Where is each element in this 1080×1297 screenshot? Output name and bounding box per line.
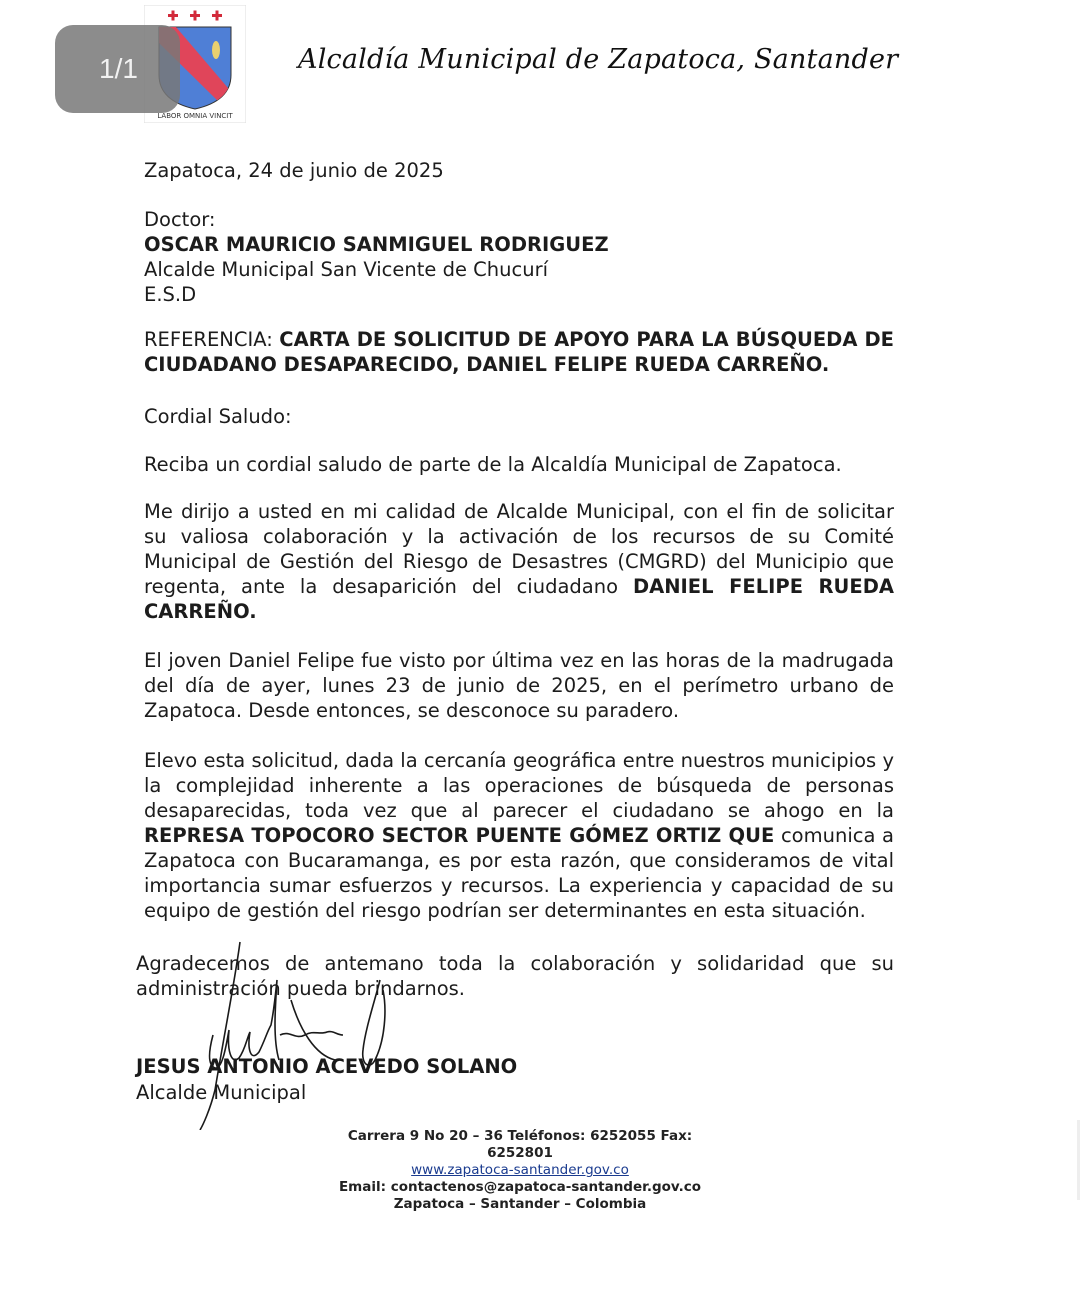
footer-address: Carrera 9 No 20 – 36 Teléfonos: 6252055 Fax: 6252801 bbox=[347, 1128, 693, 1161]
paragraph-1: Reciba un cordial saludo de parte de la Alcaldía Municipal de Zapatoca. bbox=[144, 453, 842, 476]
reference-text: CARTA DE SOLICITUD DE APOYO PARA LA BÚSQUEDA DE CIUDADANO DESAPARECIDO, DANIEL FELIPE RUEDA CARREÑO. bbox=[144, 328, 895, 376]
greeting: Cordial Saludo: bbox=[144, 405, 292, 428]
svg-text:LABOR OMNIA VINCIT: LABOR OMNIA VINCIT bbox=[157, 112, 233, 120]
recipient-salutation: Doctor: bbox=[144, 208, 216, 231]
signer-position: Alcalde Municipal bbox=[136, 1081, 307, 1104]
signer-block bbox=[136, 1054, 517, 1106]
reference-block bbox=[144, 327, 894, 377]
recipient-esd: E.S.D bbox=[144, 283, 197, 306]
paragraph-4 bbox=[144, 748, 894, 923]
recipient-position: Alcalde Municipal San Vicente de Chucurí bbox=[144, 258, 549, 281]
paragraph-3: El joven Daniel Felipe fue visto por última vez en las horas de la madrugada del día de ayer, lunes 23 de junio de 2025, en el perímetro urbano de Zapatoca. Desde entonces, se desconoce su paradero. bbox=[144, 649, 894, 722]
page-counter-badge bbox=[55, 25, 180, 113]
footer-email: Email: contactenos@zapatoca-santander.gov.co bbox=[338, 1179, 702, 1195]
location-highlight: REPRESA TOPOCORO SECTOR PUENTE GÓMEZ ORTIZ QUE bbox=[144, 824, 775, 847]
footer-website-link[interactable]: www.zapatoca-santander.gov.co bbox=[411, 1162, 629, 1178]
paragraph-2-text: Me dirijo a usted en mi calidad de Alcalde Municipal, con el fin de solicitar su valiosa colaboración y la activación de los recursos de su Comité Municipal de Gestión del Riesgo de Desastres (CMGRD) del Municipio que regenta, ante la desaparición del ciudadano bbox=[144, 500, 894, 598]
recipient-name: OSCAR MAURICIO SANMIGUEL RODRIGUEZ bbox=[144, 233, 609, 256]
signer-name: JESUS ANTONIO ACEVEDO SOLANO bbox=[136, 1055, 518, 1078]
paragraph-5: Agradecemos de antemano toda la colaboración y solidaridad que su administración pueda brindarnos. bbox=[136, 952, 894, 1000]
paragraph-4-text-b: comunica a Zapatoca con Bucaramanga, es por esta razón, que consideramos de vital importancia sumar esfuerzos y recursos. La experiencia y capacidad de su equipo de gestión del riesgo podrían ser determinantes en esta situación. bbox=[144, 824, 895, 922]
footer-location: Zapatoca – Santander – Colombia bbox=[393, 1196, 647, 1212]
footer-contact bbox=[330, 1128, 710, 1213]
letterhead-title: Alcaldía Municipal de Zapatoca, Santander bbox=[298, 44, 899, 75]
reference-label: REFERENCIA: bbox=[144, 328, 273, 351]
paragraph-2 bbox=[144, 499, 894, 624]
missing-person-name: DANIEL FELIPE RUEDA CARREÑO. bbox=[144, 575, 894, 623]
page-counter-text: 1/1 bbox=[99, 53, 138, 84]
paragraph-4-text-a: Elevo esta solicitud, dada la cercanía geográfica entre nuestros municipios y la complejidad inherente a las operaciones de búsqueda de personas desaparecidas, toda vez que al parecer el ciudadano se ahogo en la bbox=[144, 749, 894, 822]
place-date: Zapatoca, 24 de junio de 2025 bbox=[144, 159, 444, 182]
recipient-block bbox=[144, 207, 609, 307]
